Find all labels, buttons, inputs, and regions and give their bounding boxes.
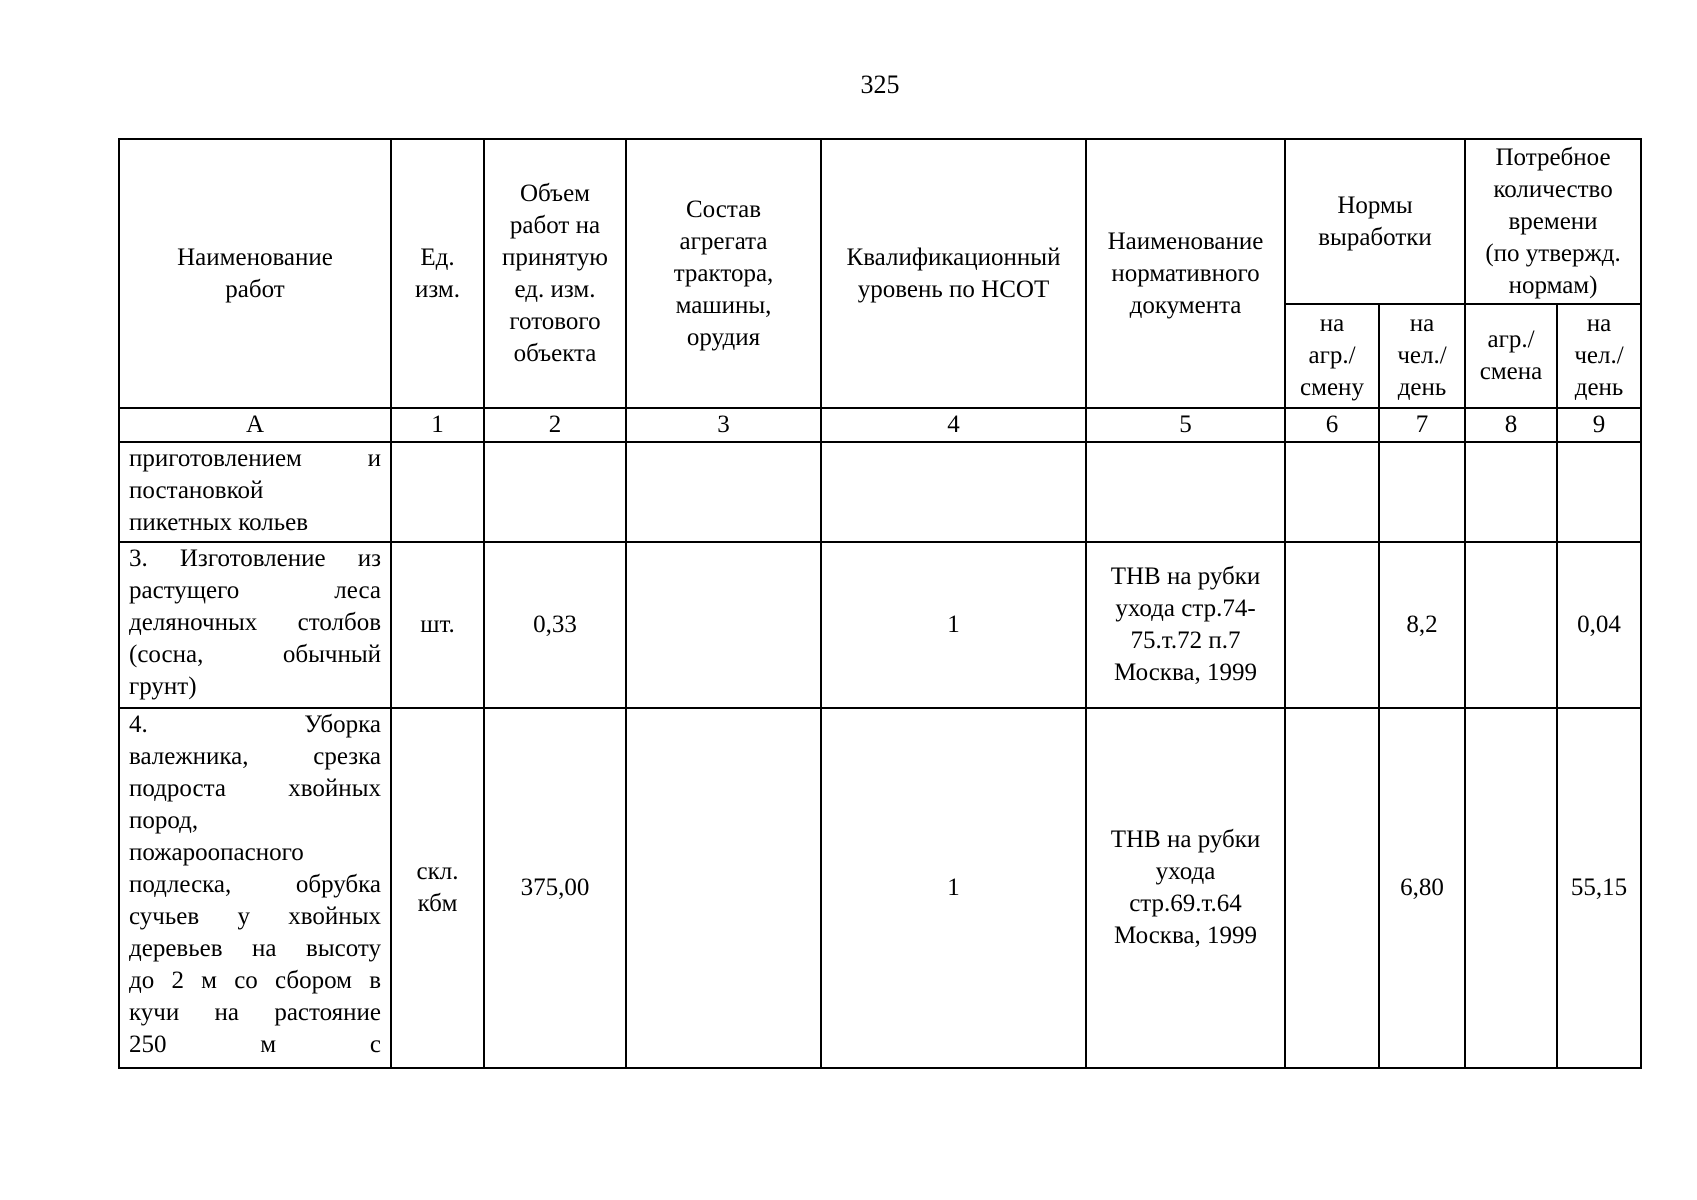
unit-cell: шт. xyxy=(391,542,484,708)
work-name-line: деляночных столбов xyxy=(129,609,381,636)
column-number: 1 xyxy=(391,408,484,442)
column-number: 3 xyxy=(626,408,821,442)
work-name-line: грунт) xyxy=(129,673,197,700)
work-name-line: подлеска, обрубка xyxy=(129,871,381,898)
document-cell: ТНВ на рубки ухода стр.74- 75.т.72 п.7 Москва, 1999 xyxy=(1086,542,1285,708)
time-unit-cell xyxy=(1465,542,1557,708)
time-man-cell: 0,04 xyxy=(1557,542,1641,708)
work-norms-table xyxy=(118,138,1642,1069)
unit-cell xyxy=(391,442,484,542)
work-name-line: 3. Изготовление из xyxy=(129,545,381,572)
volume-cell: 375,00 xyxy=(484,708,626,1068)
composition-cell xyxy=(626,708,821,1068)
norm-unit-cell xyxy=(1285,542,1379,708)
norm-unit-cell xyxy=(1285,442,1379,542)
work-name-line: подроста хвойных xyxy=(129,775,381,802)
column-number: 5 xyxy=(1086,408,1285,442)
table-row xyxy=(119,708,1641,1068)
work-name-line: (сосна, обычный xyxy=(129,641,381,668)
qualification-cell: 1 xyxy=(821,708,1086,1068)
work-name-cell xyxy=(119,542,391,708)
column-number: 2 xyxy=(484,408,626,442)
column-number: 9 xyxy=(1557,408,1641,442)
work-name-line: до 2 м со сбором в xyxy=(129,967,381,994)
work-name-line: сучьев у хвойных xyxy=(129,903,381,930)
norm-unit-cell xyxy=(1285,708,1379,1068)
column-number-row xyxy=(119,408,1641,442)
time-unit-cell xyxy=(1465,442,1557,542)
header-norms: Нормы выработки xyxy=(1285,139,1465,304)
header-qualification: Квалификационный уровень по НСОТ xyxy=(821,139,1086,408)
work-name-line: кучи на растояние xyxy=(129,999,381,1026)
work-name-line: 250 м с xyxy=(129,1031,381,1058)
work-name-line: 4. Уборка xyxy=(129,711,381,738)
qualification-cell xyxy=(821,442,1086,542)
header-norm-per-man-day: на чел./ день xyxy=(1379,304,1465,408)
header-composition: Состав агрегата трактора, машины, орудия xyxy=(626,139,821,408)
work-name-line: приготовлением и xyxy=(129,445,381,472)
norm-man-cell xyxy=(1379,442,1465,542)
document-cell xyxy=(1086,442,1285,542)
header-unit: Ед. изм. xyxy=(391,139,484,408)
volume-cell: 0,33 xyxy=(484,542,626,708)
volume-cell xyxy=(484,442,626,542)
header-time-per-man-day: на чел./ день xyxy=(1557,304,1641,408)
header-row xyxy=(119,139,1641,304)
table-row xyxy=(119,442,1641,542)
work-name-line: растущего леса xyxy=(129,577,381,604)
header-time-per-unit-shift: агр./ смена xyxy=(1465,304,1557,408)
header-volume: Объем работ на принятую ед. изм. готового объекта xyxy=(484,139,626,408)
time-man-cell: 55,15 xyxy=(1557,708,1641,1068)
work-name-line: деревьев на высоту xyxy=(129,935,381,962)
qualification-cell: 1 xyxy=(821,542,1086,708)
work-name-cell xyxy=(119,708,391,1068)
header-norm-per-unit-shift: на агр./ смену xyxy=(1285,304,1379,408)
composition-cell xyxy=(626,542,821,708)
time-man-cell xyxy=(1557,442,1641,542)
column-number: 7 xyxy=(1379,408,1465,442)
norm-man-cell: 6,80 xyxy=(1379,708,1465,1068)
work-name-line: пожароопасного xyxy=(129,839,304,866)
document-cell: ТНВ на рубки ухода стр.69.т.64 Москва, 1999 xyxy=(1086,708,1285,1068)
column-number: А xyxy=(119,408,391,442)
header-work-name: Наименование работ xyxy=(119,139,391,408)
time-unit-cell xyxy=(1465,708,1557,1068)
work-name-line: постановкой xyxy=(129,477,264,504)
table-row xyxy=(119,542,1641,708)
work-name-cell xyxy=(119,442,391,542)
header-document: Наименование нормативного документа xyxy=(1086,139,1285,408)
header-time-needed: Потребное количество времени (по утвержд. нормам) xyxy=(1465,139,1641,304)
norm-man-cell: 8,2 xyxy=(1379,542,1465,708)
work-name-line: пикетных кольев xyxy=(129,509,309,536)
composition-cell xyxy=(626,442,821,542)
column-number: 4 xyxy=(821,408,1086,442)
unit-cell: скл. кбм xyxy=(391,708,484,1068)
work-name-line: валежника, срезка xyxy=(129,743,381,770)
work-name-line: пород, xyxy=(129,807,199,834)
column-number: 6 xyxy=(1285,408,1379,442)
column-number: 8 xyxy=(1465,408,1557,442)
page-number: 325 xyxy=(860,70,900,99)
